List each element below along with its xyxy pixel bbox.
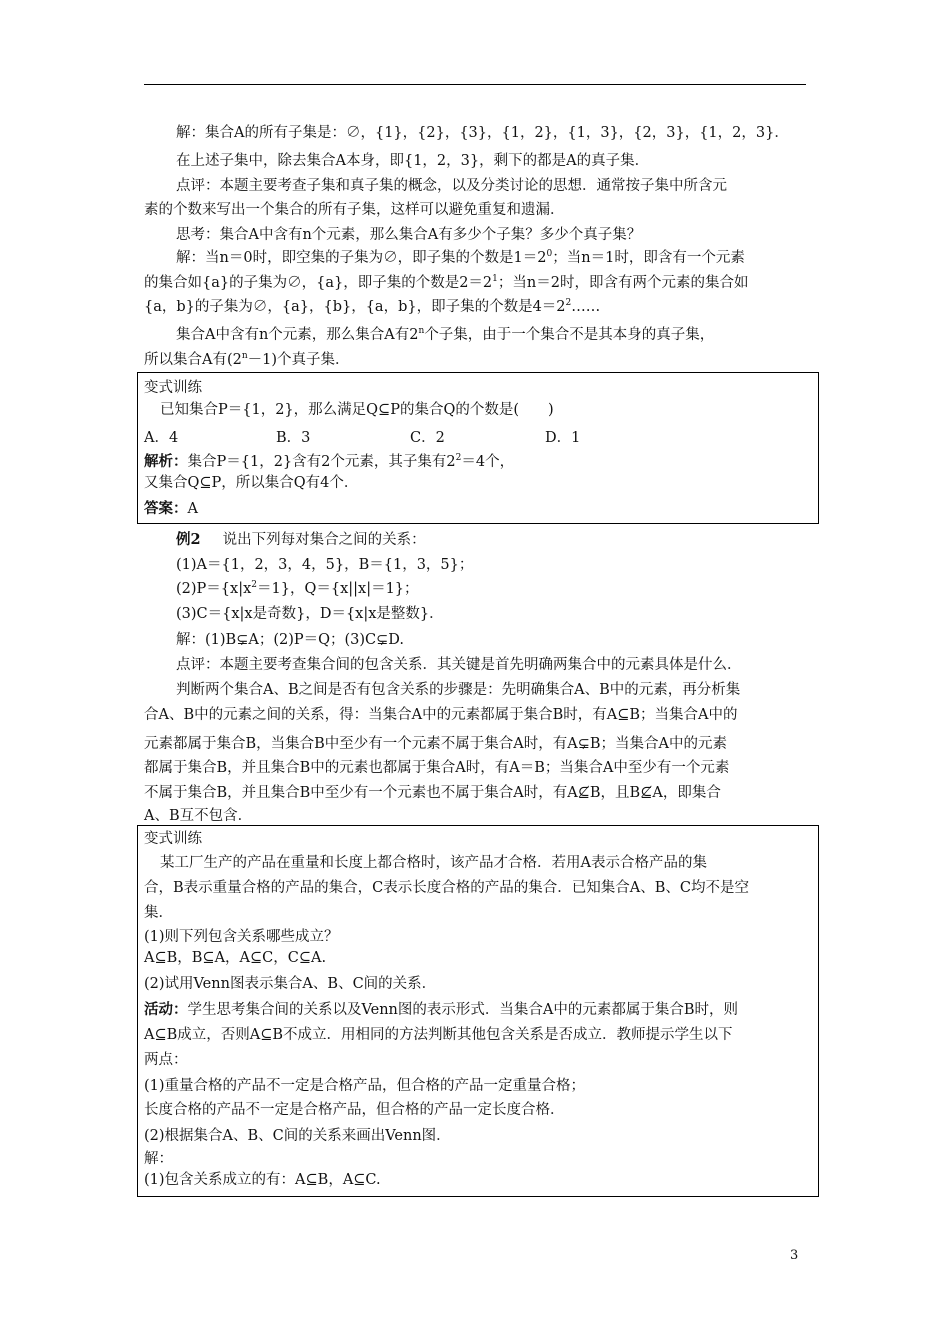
think-solution-line-2: 的集合如{a}的子集为∅，{a}，即子集的个数是$2=2^1$；当n＝2时，即含有两个元素的集合如 xyxy=(144,274,749,291)
example-2-line: 例2 说出下列每对集合之间的关系： xyxy=(176,531,426,548)
example-2-comment-3: 合A、B中的元素之间的关系，得：当集合A中的元素都属于集合B时，有A⊆B；当集合A中的 xyxy=(144,707,738,723)
box2-question-2: (2)试用Venn图表示集合A、B、C间的关系． xyxy=(144,976,437,992)
example-2-label: 例2 xyxy=(176,531,201,548)
think-question: 思考：集合A中含有n个元素，那么集合A有多少个子集？多少个真子集？ xyxy=(176,227,642,243)
example-2-comment-2: 判断两个集合A、B之间是否有包含关系的步骤是：先明确集合A、B中的元素，再分析集 xyxy=(176,682,741,698)
example-2-comment-7: A、B互不包含． xyxy=(144,808,253,824)
option-c: C．2 xyxy=(410,430,445,446)
option-b: B．3 xyxy=(276,430,311,446)
box2-hint-2: 长度合格的产品不一定是合格产品，但合格的产品一定长度合格． xyxy=(144,1102,565,1118)
example-2-comment-5: 都属于集合B，并且集合B中的元素也都属于集合A时，有A＝B；当集合A中至少有一个元素 xyxy=(144,760,730,776)
conclusion-line-2: 所以集合A有$(2^n-1)$个真子集． xyxy=(144,351,350,368)
example-2-solution: 解：(1)B⊊A；(2)P＝Q；(3)C⊊D. xyxy=(176,632,404,648)
box2-activity-line-2: A⊆B成立，否则A⊆B不成立．用相同的方法判断其他包含关系是否成立．教师提示学生以下 xyxy=(144,1027,733,1043)
variant-training-box-1 xyxy=(137,372,819,524)
box2-title: 变式训练 xyxy=(144,831,202,847)
example-2-comment-6: 不属于集合B，并且集合B中至少有一个元素也不属于集合A时，有A⊈B，且B⊈A，即集合 xyxy=(144,785,721,801)
box1-analysis-line-2: 又集合Q⊆P，所以集合Q有4个． xyxy=(144,475,359,491)
box2-problem-line-2: 合，B表示重量合格的产品的集合，C表示长度合格的产品的集合．已知集合A、B、C均不是空 xyxy=(144,880,749,896)
option-d: D．1 xyxy=(545,430,581,446)
box1-question: 已知集合P＝{1，2}，那么满足Q⊆P的集合Q的个数是( ) xyxy=(160,402,554,418)
example-2-item-1: (1)A＝{1，2，3，4，5}，B＝{1，3，5}； xyxy=(176,557,474,573)
think-solution-line-1: 解：当n＝0时，即空集的子集为∅，即子集的个数是$1=2^0$；当n＝1时，即含有一个元素 xyxy=(176,249,745,266)
comment-line-1: 点评：本题主要考查子集和真子集的概念，以及分类讨论的思想．通常按子集中所含元 xyxy=(176,178,727,194)
example-2-comment-4: 元素都属于集合B，当集合B中至少有一个元素不属于集合A时，有A⊊B；当集合A中的元素 xyxy=(144,736,728,752)
proper-subsets-line: 在上述子集中，除去集合A本身，即{1，2，3}，剩下的都是A的真子集． xyxy=(176,153,650,169)
box2-question-1: (1)则下列包含关系哪些成立？ xyxy=(144,929,339,945)
box2-solution-label: 解： xyxy=(144,1151,173,1167)
box2-solution-line-1: (1)包含关系成立的有：A⊆B，A⊆C. xyxy=(144,1172,381,1188)
box2-hint-3: (2)根据集合A、B、C间的关系来画出Venn图． xyxy=(144,1128,451,1144)
box2-problem-line-1: 某工厂生产的产品在重量和长度上都合格时，该产品才合格．若用A表示合格产品的集 xyxy=(160,855,707,871)
header-rule xyxy=(144,84,806,85)
comment-line-2: 素的个数来写出一个集合的所有子集，这样可以避免重复和遗漏． xyxy=(144,202,565,218)
box2-activity-line-3: 两点： xyxy=(144,1052,188,1068)
option-a: A．4 xyxy=(144,430,179,446)
example-2-item-2: $(2)P=\{x|x^2=1\}$，Q＝{x||x|＝1}； xyxy=(176,580,419,597)
example-2-comment-1: 点评：本题主要考查集合间的包含关系．其关键是首先明确两集合中的元素具体是什么． xyxy=(176,657,742,673)
example-2-item-3: (3)C＝{x|x是奇数}，D＝{x|x是整数}． xyxy=(176,606,444,622)
box1-title: 变式训练 xyxy=(144,380,202,396)
conclusion-line-1: 集合A中含有n个元素，那么集合A有2$^n$个子集，由于一个集合不是其本身的真子集， xyxy=(176,326,715,343)
activity-label: 活动： xyxy=(144,1001,188,1018)
box2-hint-1: (1)重量合格的产品不一定是合格产品，但合格的产品一定重量合格； xyxy=(144,1078,586,1094)
box2-problem-line-3: 集． xyxy=(144,905,173,921)
box1-answer: 答案：A xyxy=(144,500,198,517)
page-number: 3 xyxy=(790,1248,799,1263)
think-solution-line-3: {a，b}的子集为∅，{a}，{b}，{a，b}，即子集的个数是$4=2^2\dots\dots$ xyxy=(144,298,601,315)
box2-question-1-options: A⊆B，B⊆A，A⊆C，C⊆A. xyxy=(144,950,327,966)
answer-label: 答案： xyxy=(144,500,188,517)
analysis-label: 解析： xyxy=(144,453,188,470)
subsets-solution-line: 解：集合A的所有子集是：∅，{1}，{2}，{3}，{1，2}，{1，3}，{2，3}，{1，2，3}． xyxy=(176,125,789,141)
box2-activity-line-1: 活动：学生思考集合间的关系以及Venn图的表示形式．当集合A中的元素都属于集合B时，则 xyxy=(144,1001,739,1018)
box1-analysis-line-1: 解析：集合P＝{1，2}含有2个元素，其子集有$2^2=4$个， xyxy=(144,453,515,470)
